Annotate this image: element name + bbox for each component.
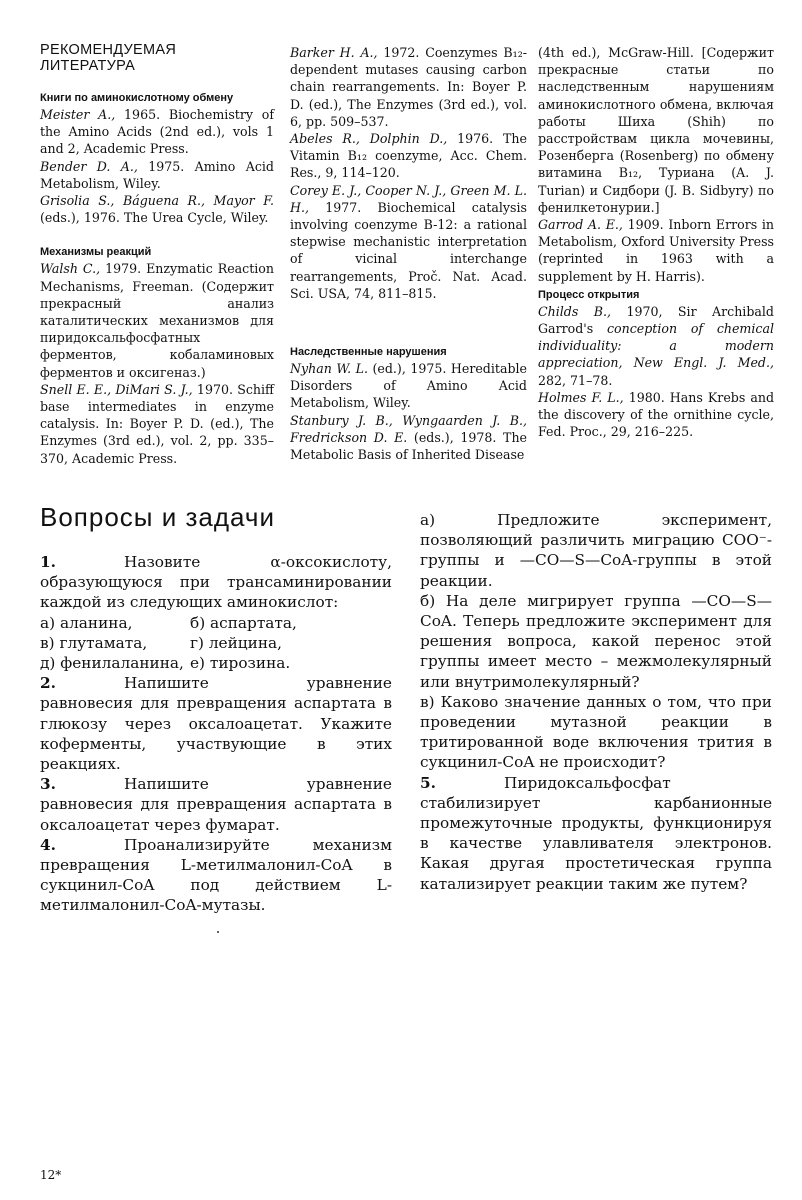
question-number: 1. <box>40 553 56 571</box>
question-number: 3. <box>40 775 56 794</box>
question-number: 4. <box>40 835 56 854</box>
question-number: 2. <box>40 674 56 693</box>
question-number: 5. <box>420 773 436 792</box>
hereditary-heading: Наследственные нарушения <box>290 346 447 359</box>
reference-item: Nyhan W. L. (ed.), 1975. Hereditable Disorders of Amino Acid Metabolism, Wiley. <box>290 361 527 411</box>
reference-item: Meister A., 1965. Biochemistry of the Amino Acids (2nd ed.), vols 1 and 2, Academic Press. <box>40 107 275 157</box>
references-column-3 <box>538 44 774 440</box>
mechanisms-heading: Механизмы реакций <box>40 246 152 259</box>
reference-item: Bender D. A., 1975. Amino Acid Metabolism, Wiley. <box>40 158 274 191</box>
reference-item: Walsh C., 1979. Enzymatic Reaction Mechanisms, Freeman. (Содержит прекрасный анализ каталитических механизмов для пиридоксальфосфатных ферментов, кобаламиновых ферментов и оксигеназ.) <box>40 261 274 380</box>
print-speck <box>217 931 219 933</box>
question-5: 5. Пиридоксальфосфат стабилизирует карбанионные промежуточные продукты, функционируя в качестве улавливателя электронов. Какая другая простетическая группа катализирует реакции таким же путем? <box>420 773 772 893</box>
reference-item: Childs B., 1970, Sir Archibald Garrod's conception of chemical individuality: a modern appreciation, New Engl. J. Med., 282, 71–78. <box>538 303 774 388</box>
references-column-1 <box>40 42 274 467</box>
reference-item: Barker H. A., 1972. Coenzymes B₁₂-dependent mutases causing carbon chain rearrangements. In: Boyer P. D. (ed.), The Enzymes (3rd ed.), vol. 6, pp. 509–537. <box>290 45 527 129</box>
question-4: 4. Проанализируйте механизм превращения L-метилмалонил-CoA в сукцинил-CoA под действием L-метилмалонил-CoA-мутазы. <box>40 835 392 915</box>
reference-item: Stanbury J. B., Wyngaarden J. B., Fredrickson D. E. (eds.), 1978. The Metabolic Basis of Inherited Disease <box>290 412 527 463</box>
references-column-2 <box>290 44 527 463</box>
reference-item: Snell E. E., DiMari S. J., 1970. Schiff base intermediates in enzyme catalysis. In: Boyer P. D. (ed.), The Enzymes (3rd ed.), vol. 2, pp. 335–370, Academic Press. <box>40 381 274 466</box>
question-4a: а) Предложите эксперимент, позволяющий различить миграцию COO⁻-группы и —CO—S—CoA-группы в этой реакции. <box>420 511 772 590</box>
reference-item: Grisolia S., Báguena R., Mayor F. (eds.), 1976. The Urea Cycle, Wiley. <box>40 193 274 226</box>
reference-item: Garrod A. E., 1909. Inborn Errors in Metabolism, Oxford University Press (reprinted in 1963 with a supplement by H. Harris). <box>538 217 774 284</box>
question-1-variants: а) аланина, б) аспартата, в) глутамата, г) лейцина, д) фенилаланина, е) тирозина. <box>40 613 297 673</box>
discovery-heading: Процесс открытия <box>538 288 640 301</box>
reference-item: Holmes F. L., 1980. Hans Krebs and the discovery of the ornithine cycle, Fed. Proc., 29, 216–225. <box>538 389 775 440</box>
question-4c: в) Каково значение данных о том, что при проведении мутазной реакции в тритированной воде включения трития в сукцинил-CoA не происходит? <box>420 692 772 772</box>
questions-title: Вопросы и задачи <box>40 502 275 532</box>
books-heading: Книги по аминокислотному обмену <box>40 92 234 104</box>
questions-column-1 <box>40 552 392 916</box>
reference-item: Corey E. J., Cooper N. J., Green M. L. H., 1977. Biochemical catalysis involving coenzyme B-12: a rational stepwise mechanistic interpretation of vicinal interchange rearrangements, Proč. Nat. Acad. Sci. USA, 74, 811–815. <box>290 182 527 301</box>
references-title: РЕКОМЕНДУЕМАЯ ЛИТЕРАТУРА <box>40 42 177 74</box>
question-2: 2. Напишите уравнение равновесия для превращения аспартата в глюкозу через оксалоацетат. Укажите коферменты, участвующие в этих реакциях. <box>40 674 392 774</box>
reference-item: Abeles R., Dolphin D., 1976. The Vitamin B₁₂ coenzyme, Acc. Chem. Res., 9, 114–120. <box>290 131 527 181</box>
question-4b: б) На деле мигрирует группа —CO—S—CoA. Теперь предложите эксперимент для решения вопроса, какой перенос этой группы имеет место – межмолекулярный или внутримолекулярный? <box>420 591 772 691</box>
question-3: 3. Напишите уравнение равновесия для превращения аспартата в оксалоацетат через фумарат. <box>40 775 392 834</box>
questions-column-2 <box>420 510 772 894</box>
reference-item-continued: (4th ed.), McGraw-Hill. [Содержит прекрасные статьи по наследственным нарушениям аминокислотного обмена, включая работы Шиха (Shih) по расстройствам цикла мочевины, Розенберга (Rosenberg) по обмену витамина B₁₂, Туриана (A. J. Turian) и Сидбори (J. B. Sidbyry) по фенилкетонурии.] <box>538 45 774 215</box>
question-1: 1. Назовите α-оксокислоту, образующуюся при трансаминировании каждой из следующих аминокислот: а) аланина, б) аспартата, в) глутамата, г) лейцина, д) фенилаланина, е) тирозина. <box>40 553 392 673</box>
page-number: 12* <box>40 1168 62 1182</box>
